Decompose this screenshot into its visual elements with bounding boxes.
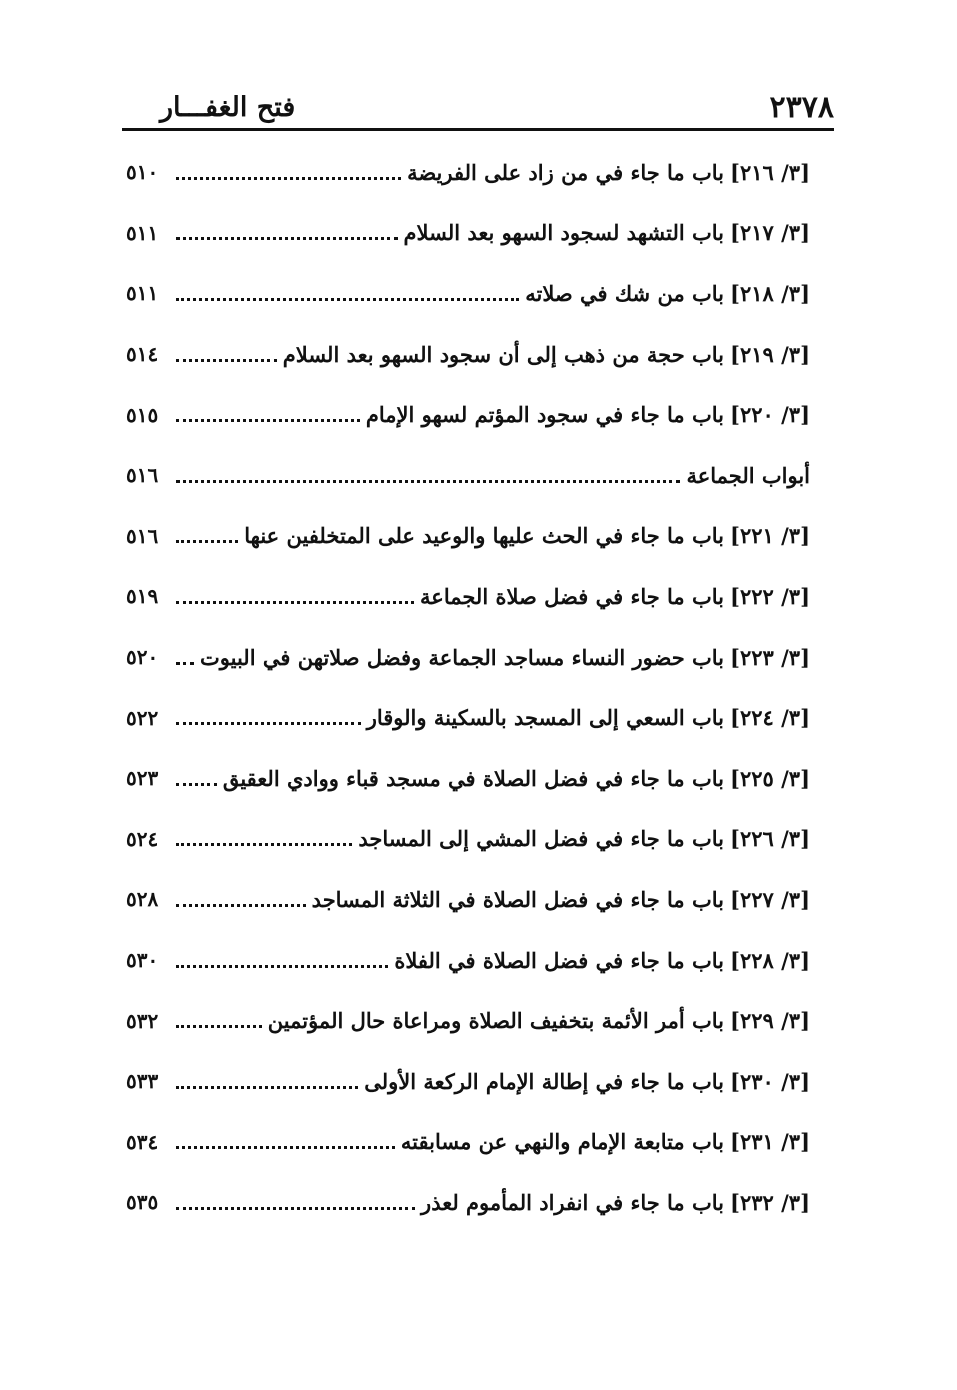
entry-page-number: ٥١٦ bbox=[126, 523, 159, 548]
toc-entry[interactable] bbox=[126, 506, 810, 567]
entry-page-number: ٥١٩ bbox=[126, 584, 159, 609]
toc-entry[interactable] bbox=[126, 627, 810, 688]
dot-leader bbox=[176, 722, 361, 725]
page-number: ٢٣٧٨ bbox=[769, 90, 834, 125]
entry-title: باب ما جاء في فضل الصلاة في مسجد قباء ووادي العقيق bbox=[222, 765, 725, 791]
entry-reference: [٣/ ٢٢٠] bbox=[730, 402, 810, 428]
entry-title: باب ما جاء في فضل المشي إلى المساجد bbox=[358, 826, 725, 852]
entry-page-number: ٥٢٣ bbox=[126, 766, 159, 791]
page-header bbox=[122, 86, 834, 126]
entry-title: باب ما جاء في فضل الصلاة في الفلاة bbox=[394, 947, 725, 973]
entry-reference: [٣/ ٢٢٣] bbox=[730, 644, 810, 670]
entry-page-number: ٥١٠ bbox=[126, 160, 159, 185]
entry-reference: [٣/ ٢١٨] bbox=[730, 280, 810, 306]
entry-title: باب متابعة الإمام والنهي عن مسابقته bbox=[400, 1129, 725, 1155]
entry-reference: [٣/ ٢٣٢] bbox=[730, 1189, 810, 1215]
dot-leader bbox=[176, 601, 414, 604]
toc-entry[interactable] bbox=[126, 990, 810, 1051]
entry-page-number: ٥٢٨ bbox=[126, 887, 159, 912]
toc-entry[interactable] bbox=[126, 324, 810, 385]
entry-reference: [٣/ ٢٢٧] bbox=[730, 886, 810, 912]
entry-title: باب ما جاء في فضل الصلاة في الثلاثة المساجد bbox=[311, 886, 725, 912]
entry-title: باب السعي إلى المسجد بالسكينة والوقار bbox=[366, 705, 725, 731]
book-title: فتح الغفـــار bbox=[160, 92, 296, 123]
entry-reference: [٣/ ٢٢٥] bbox=[730, 765, 810, 791]
toc-entry[interactable] bbox=[126, 869, 810, 930]
entry-page-number: ٥٣٣ bbox=[126, 1069, 159, 1094]
entry-reference: [٣/ ٢٢٤] bbox=[730, 705, 810, 731]
entry-page-number: ٥٣٠ bbox=[126, 948, 159, 973]
toc-entry[interactable] bbox=[126, 566, 810, 627]
toc-entry[interactable] bbox=[126, 1172, 810, 1233]
entry-title: باب من شك في صلاته bbox=[525, 280, 725, 306]
header-divider bbox=[122, 128, 834, 131]
toc-entry[interactable] bbox=[126, 1112, 810, 1173]
entry-title: باب ما جاء في انفراد المأموم لعذر bbox=[421, 1189, 725, 1215]
entry-title: باب ما جاء في الحث عليها والوعيد على المتخلفين عنها bbox=[244, 523, 725, 549]
entry-page-number: ٥١٦ bbox=[126, 463, 159, 488]
dot-leader bbox=[176, 540, 238, 543]
toc-entry[interactable] bbox=[126, 748, 810, 809]
entry-page-number: ٥١٤ bbox=[126, 342, 159, 367]
toc-entry[interactable] bbox=[126, 203, 810, 264]
toc-entry[interactable] bbox=[126, 809, 810, 870]
dot-leader bbox=[176, 419, 360, 422]
entry-page-number: ٥٣٢ bbox=[126, 1008, 159, 1033]
entry-page-number: ٥٢٤ bbox=[126, 826, 159, 851]
toc-entry[interactable] bbox=[126, 384, 810, 445]
entry-title: باب ما جاء في فضل صلاة الجماعة bbox=[420, 583, 725, 609]
dot-leader bbox=[176, 843, 352, 846]
section-title: أبواب الجماعة bbox=[686, 462, 810, 488]
dot-leader bbox=[176, 1086, 358, 1089]
entry-title: باب ما جاء في سجود المؤتم لسهو الإمام bbox=[365, 402, 725, 428]
dot-leader bbox=[176, 1146, 395, 1149]
dot-leader bbox=[176, 1025, 262, 1028]
dot-leader bbox=[176, 359, 277, 362]
entry-page-number: ٥٣٥ bbox=[126, 1190, 159, 1215]
entry-title: باب حجة من ذهب إلى أن سجود السهو بعد السلام bbox=[282, 341, 725, 367]
dot-leader bbox=[176, 1207, 415, 1210]
entry-page-number: ٥٢٠ bbox=[126, 645, 159, 670]
dot-leader bbox=[176, 662, 194, 665]
entry-title: باب حضور النساء مساجد الجماعة وفضل صلاتهن في البيوت bbox=[200, 644, 725, 670]
toc-entry[interactable] bbox=[126, 263, 810, 324]
dot-leader bbox=[176, 298, 519, 301]
dot-leader bbox=[176, 904, 306, 907]
entry-page-number: ٥١١ bbox=[126, 220, 159, 245]
entry-reference: [٣/ ٢١٦] bbox=[730, 159, 810, 185]
dot-leader bbox=[176, 480, 680, 483]
entry-page-number: ٥١٥ bbox=[126, 402, 159, 427]
toc-section-heading[interactable] bbox=[126, 445, 810, 506]
entry-title: باب التشهد لسجود السهو بعد السلام bbox=[403, 220, 725, 246]
toc-entry[interactable] bbox=[126, 1051, 810, 1112]
entry-reference: [٣/ ٢٣١] bbox=[730, 1129, 810, 1155]
entry-page-number: ٥٣٤ bbox=[126, 1129, 159, 1154]
dot-leader bbox=[176, 177, 401, 180]
table-of-contents bbox=[126, 142, 810, 1233]
entry-page-number: ٥١١ bbox=[126, 281, 159, 306]
dot-leader bbox=[176, 783, 217, 786]
entry-reference: [٣/ ٢٣٠] bbox=[730, 1068, 810, 1094]
entry-reference: [٣/ ٢٢٨] bbox=[730, 947, 810, 973]
entry-reference: [٣/ ٢٢٦] bbox=[730, 826, 810, 852]
entry-reference: [٣/ ٢١٩] bbox=[730, 341, 810, 367]
toc-entry[interactable] bbox=[126, 930, 810, 991]
entry-title: باب أمر الأئمة بتخفيف الصلاة ومراعاة حال المؤتمين bbox=[267, 1008, 725, 1034]
toc-entry[interactable] bbox=[126, 142, 810, 203]
entry-reference: [٣/ ٢٢٩] bbox=[730, 1008, 810, 1034]
entry-reference: [٣/ ٢٢٢] bbox=[730, 583, 810, 609]
entry-page-number: ٥٢٢ bbox=[126, 705, 159, 730]
entry-reference: [٣/ ٢١٧] bbox=[730, 220, 810, 246]
dot-leader bbox=[176, 237, 398, 240]
entry-title: باب ما جاء في من زاد على الفريضة bbox=[407, 159, 725, 185]
dot-leader bbox=[176, 965, 388, 968]
entry-title: باب ما جاء في إطالة الإمام الركعة الأولى bbox=[364, 1068, 725, 1094]
toc-entry[interactable] bbox=[126, 687, 810, 748]
entry-reference: [٣/ ٢٢١] bbox=[730, 523, 810, 549]
